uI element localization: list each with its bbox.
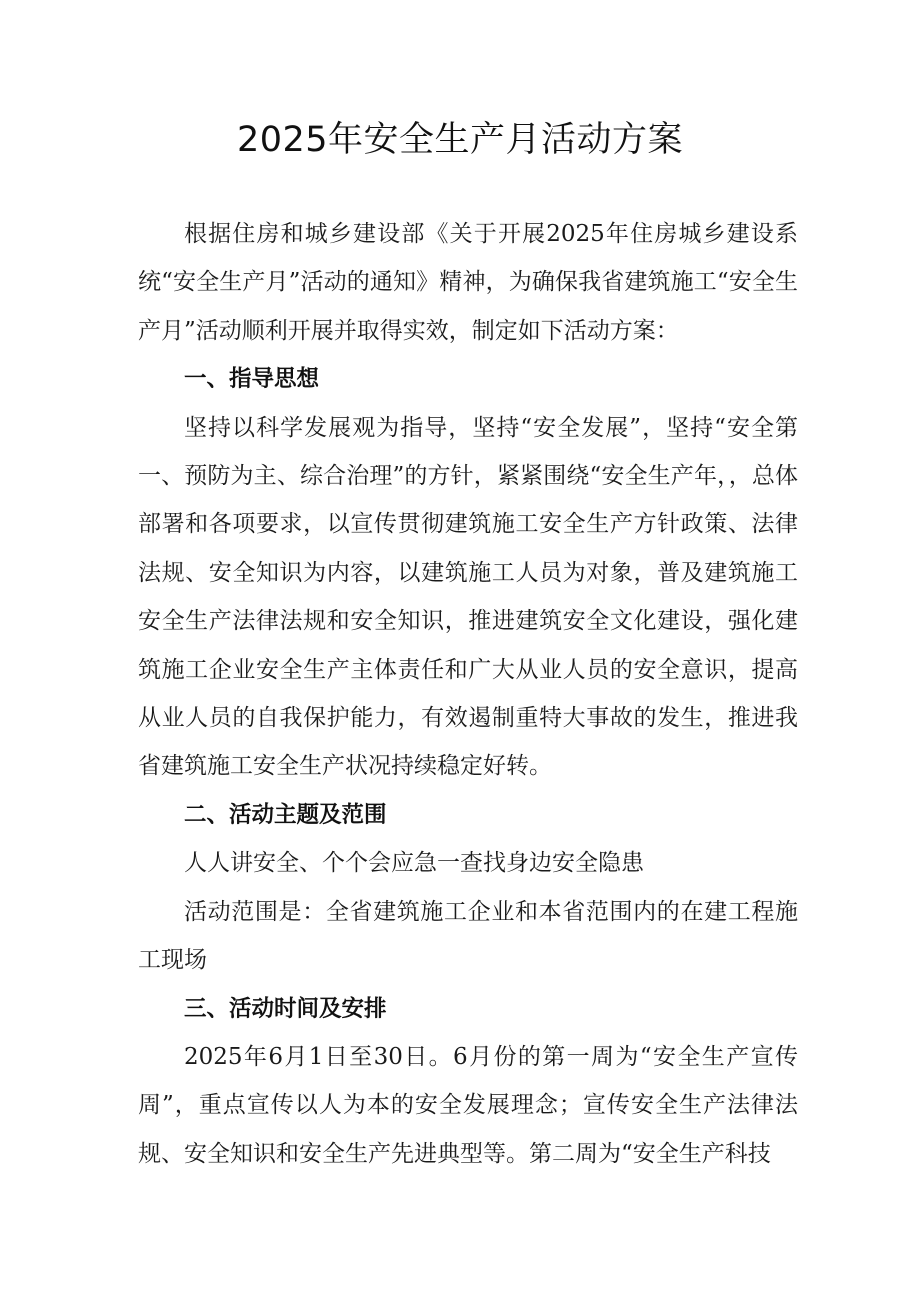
guiding-ideology-paragraph: 坚持以科学发展观为指导，坚持“安全发展”，坚持“安全第一、预防为主、综合治理”的方针，紧紧围绕“安全生产年，，总体部署和各项要求，以宣传贯彻建筑施工安全生产方针政策、法律法规、安全知识为内容，以建筑施工人员为对象，普及建筑施工安全生产法律法规和安全知识，推进建筑安全文化建设，强化建筑施工企业安全生产主体责任和广大从业人员的安全意识，提高从业人员的自我保护能力，有效遏制重特大事故的发生，推进我省建筑施工安全生产状况持续稳定好转。: [138, 414, 798, 780]
section-heading-time-arrangement: 三、活动时间及安排: [184, 995, 387, 1022]
section-heading-guiding-ideology: 一、指导思想: [184, 366, 320, 393]
section-heading-theme-scope: 二、活动主题及范围: [184, 801, 387, 828]
document-title: 2025年安全生产月活动方案: [236, 120, 684, 160]
activity-theme-paragraph: 人人讲安全、个个会应急一查找身边安全隐患: [184, 850, 644, 877]
activity-scope-paragraph: 活动范围是：全省建筑施工企业和本省范围内的在建工程施工现场: [138, 898, 798, 974]
document-body: [138, 210, 798, 1178]
intro-paragraph: 根据住房和城乡建设部《关于开展2025年住房城乡建设系统“安全生产月”活动的通知》精神，为确保我省建筑施工“安全生产月”活动顺利开展并取得实效，制定如下活动方案：: [138, 221, 798, 344]
time-arrangement-paragraph: 2025年6月1日至30日。6月份的第一周为“安全生产宣传周”，重点宣传以人为本的安全发展理念；宣传安全生产法律法规、安全知识和安全生产先进典型等。第二周为“安全生产科技: [138, 1043, 798, 1167]
